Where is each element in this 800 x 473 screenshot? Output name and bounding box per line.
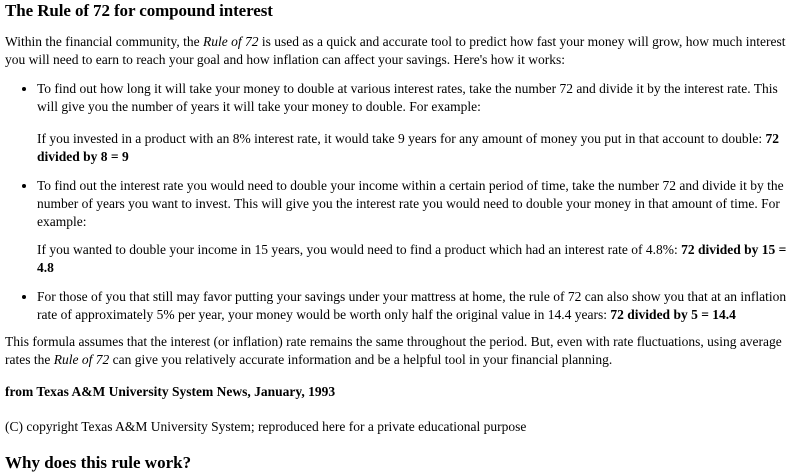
conclusion-text-end: can give you relatively accurate information and be a helpful tool in your financial planning. xyxy=(109,352,613,367)
conclusion-rule-emphasis: Rule of 72 xyxy=(53,352,110,367)
bullet-doubling-time xyxy=(37,80,796,166)
intro-text-start: Within the financial community, the xyxy=(5,34,204,49)
conclusion-paragraph xyxy=(5,333,796,369)
bullet-text: To find out the interest rate you would need to double your income within a certain period of time, take the number 72 and divide it by the number of years you want to invest. This will give you the interest rate you would need to double your money in that amount of time. For example: xyxy=(37,178,784,229)
bullet-text: To find out how long it will take your money to double at various interest rates, take the number 72 and divide it by the interest rate. This will give you the number of years it will take your money to double. For example: xyxy=(37,81,778,114)
example-text: If you invested in a product with an 8% interest rate, it would take 9 years for any amount of money you put in that account to double: xyxy=(37,131,766,146)
example-formula: 72 divided by 15 = 4.8 xyxy=(37,242,787,275)
rule-bullet-list xyxy=(5,80,796,324)
bullet-text: For those of you that still may favor putting your savings under your mattress at home, the rule of 72 can also show you that at an inflation rate of approximately 5% per year, your money would be worth only half the original value in 14.4 years: xyxy=(37,289,787,322)
page-title: The Rule of 72 for compound interest xyxy=(5,1,273,20)
example-paragraph xyxy=(37,130,796,166)
bullet-required-rate xyxy=(37,177,796,277)
copyright-notice: (C) copyright Texas A&M University System; reproduced here for a private educational purpose xyxy=(5,419,527,434)
section-heading: Why does this rule work? xyxy=(5,453,192,472)
bullet-inflation xyxy=(37,288,796,324)
source-citation: from Texas A&M University System News, January, 1993 xyxy=(5,384,336,399)
example-formula: 72 divided by 8 = 9 xyxy=(37,131,779,164)
intro-paragraph xyxy=(5,33,796,69)
intro-rule-emphasis: Rule of 72 xyxy=(203,34,259,49)
example-text: If you wanted to double your income in 15 years, you would need to find a product which had an interest rate of 4.8%: xyxy=(37,242,682,257)
conclusion-text-start: This formula assumes that the interest (or inflation) rate remains the same throughout the period. But, even with rate fluctuations, using average rates the xyxy=(5,334,782,367)
inflation-formula: 72 divided by 5 = 14.4 xyxy=(610,307,736,322)
intro-text-end: is used as a quick and accurate tool to predict how fast your money will grow, how much interest you will need to earn to reach your goal and how inflation can affect your savings. Here's how it works: xyxy=(5,34,786,67)
example-paragraph xyxy=(37,241,796,277)
